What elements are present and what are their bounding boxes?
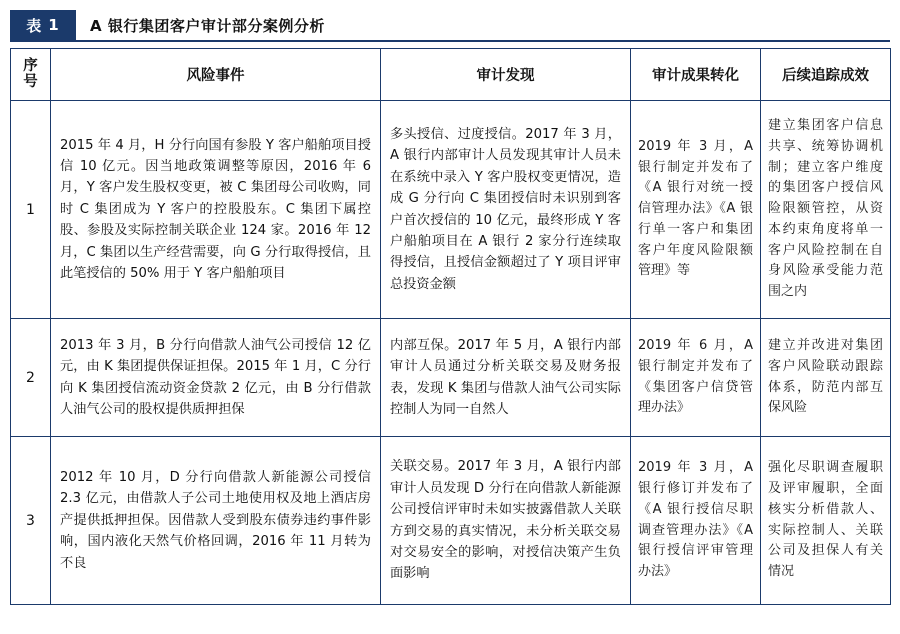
cell-risk-event: 2015 年 4 月，H 分行向国有参股 Y 客户船舶项目授信 10 亿元。因当地政策调整等原因，2016 年 6 月，Y 客户发生股权变更，被 C 集团母公司收购，同时 C 集团成为 Y 客户的控股股东。C 集团下属控股、参股及实际控制关联企业 124 家。2016 年 12 月，C 集团以生产经营需要，向 G 分行取得授信，且此笔授信的 50% 用于 Y 客户船舶项目 [51,101,381,319]
column-header-seq-char1: 序 [23,57,38,74]
cell-seq: 3 [11,437,51,605]
table-row [11,437,891,605]
cell-follow-up: 建立并改进对集团客户风险联动跟踪体系，防范内部互保风险 [761,319,891,437]
cell-seq: 1 [11,101,51,319]
case-analysis-table [10,48,891,605]
cell-risk-event: 2012 年 10 月，D 分行向借款人新能源公司授信 2.3 亿元，由借款人子公司土地使用权及地上酒店房产提供抵押担保。因借款人受到股东债券违约事件影响，国内液化天然气价格回调，2016 年 11 月转为不良 [51,437,381,605]
column-header-audit-finding: 审计发现 [381,49,631,101]
cell-risk-event: 2013 年 3 月，B 分行向借款人油气公司授信 12 亿元，由 K 集团提供保证担保。2015 年 1 月，C 分行向 K 集团授信流动资金贷款 2 亿元，由 B 分行借款人油气公司的股权提供质押担保 [51,319,381,437]
cell-audit-finding: 内部互保。2017 年 5 月，A 银行内部审计人员通过分析关联交易及财务报表，发现 K 集团与借款人油气公司实际控制人为同一自然人 [381,319,631,437]
column-header-follow-up: 后续追踪成效 [761,49,891,101]
table-body [11,101,891,605]
table-row [11,101,891,319]
cell-audit-result: 2019 年 6 月，A 银行制定并发布了《集团客户信贷管理办法》 [631,319,761,437]
cell-audit-result: 2019 年 3 月，A 银行制定并发布了《A 银行对统一授信管理办法》《A 银行单一客户和集团客户年度风险限额管理》等 [631,101,761,319]
cell-follow-up: 建立集团客户信息共享、统筹协调机制；建立客户维度的集团客户授信风险限额管控，从资本约束角度将单一客户风险控制在自身风险承受能力范围之内 [761,101,891,319]
table-badge-label: 表 [26,16,43,35]
table-header [11,49,891,101]
column-header-seq [11,49,51,101]
table-header-row [11,49,891,101]
column-header-seq-char2: 号 [23,73,38,90]
table-number-badge [10,10,76,40]
cell-audit-finding: 关联交易。2017 年 3 月，A 银行内部审计人员发现 D 分行在向借款人新能源公司授信评审时未如实披露借款人关联方到交易的真实情况，未分析关联交易对交易安全的影响，对授信决策产生负面影响 [381,437,631,605]
column-header-audit-result: 审计成果转化 [631,49,761,101]
table-title: A 银行集团客户审计部分案例分析 [90,16,325,35]
cell-seq: 2 [11,319,51,437]
table-title-bar [10,10,890,42]
cell-audit-result: 2019 年 3 月，A 银行修订并发布了《A 银行授信尽职调查管理办法》《A 银行授信评审管理办法》 [631,437,761,605]
cell-follow-up: 强化尽职调查履职及评审履职，全面核实分析借款人、实际控制人、关联公司及担保人有关情况 [761,437,891,605]
table-badge-number: 1 [48,16,60,34]
table-row [11,319,891,437]
column-header-risk-event: 风险事件 [51,49,381,101]
cell-audit-finding: 多头授信、过度授信。2017 年 3 月，A 银行内部审计人员发现其审计人员未在系统中录入 Y 客户股权变更情况，造成 G 分行向 C 集团授信时未识别到客户首次授信的 10 亿元，最终形成 Y 客户船舶项目在 A 银行 2 家分行连续取得授信，且授信金额超过了 Y 项目评审总投资金额 [381,101,631,319]
